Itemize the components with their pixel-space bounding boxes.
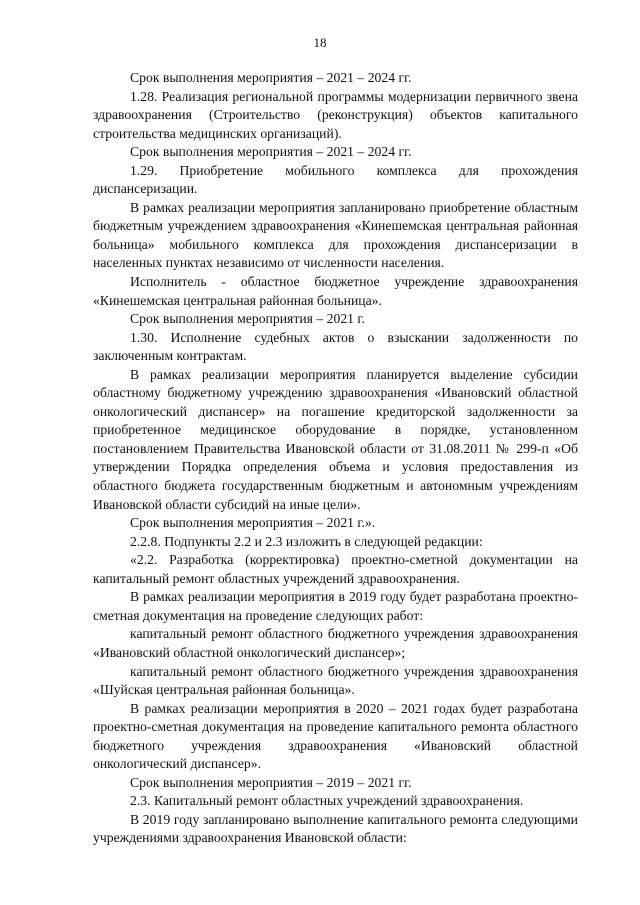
paragraph: «2.2. Разработка (корректировка) проектно-сметной документации на капитальный ремонт областных учреждений здравоохранения. bbox=[93, 552, 578, 586]
paragraph: В рамках реализации мероприятия в 2020 – 2021 годах будет разработана проектно-сметная документация на проведение капитального ремонта областного бюджетного учреждения здравоохранения «Ивановский областной онкологический диспансер». bbox=[93, 700, 578, 772]
paragraph: 2.2.8. Подпункты 2.2 и 2.3 изложить в следующей редакции: bbox=[130, 533, 483, 549]
paragraph: В рамках реализации мероприятия запланировано приобретение областным бюджетным учреждением здравоохранения «Кинешемская центральная районная больница» мобильного комплекса для прохождения диспансеризации в населенных пунктах независимо от численности населения. bbox=[93, 199, 578, 271]
body-text bbox=[93, 69, 578, 848]
paragraph: капитальный ремонт областного бюджетного учреждения здравоохранения «Шуйская центральная районная больница». bbox=[93, 663, 578, 698]
paragraph: В 2019 году запланировано выполнение капитального ремонта следующими учреждениями здравоохранения Ивановской области: bbox=[93, 811, 578, 846]
paragraph: 1.29. Приобретение мобильного комплекса для прохождения диспансеризации. bbox=[93, 162, 578, 197]
paragraph: Срок выполнения мероприятия – 2021 – 2024 гг. bbox=[130, 70, 412, 85]
paragraph: Исполнитель - областное бюджетное учреждение здравоохранения «Кинешемская центральная районная больница». bbox=[93, 274, 578, 308]
paragraph: 2.3. Капитальный ремонт областных учреждений здравоохранения. bbox=[130, 793, 524, 809]
paragraph: Срок выполнения мероприятия – 2019 – 2021 гг. bbox=[130, 774, 412, 790]
paragraph: Срок выполнения мероприятия – 2021 г. bbox=[130, 311, 365, 327]
paragraph: 1.30. Исполнение судебных актов о взыскании задолженности по заключенным контрактам. bbox=[93, 329, 578, 364]
paragraph: 1.28. Реализация региональной программы модернизации первичного звена здравоохранения (Строительство (реконструкция) объектов капитального строительства медицинских организаций). bbox=[93, 88, 578, 141]
paragraph: Срок выполнения мероприятия – 2021 – 2024 гг. bbox=[130, 144, 412, 160]
paragraph: Срок выполнения мероприятия – 2021 г.». bbox=[130, 515, 376, 531]
page-number: 18 bbox=[313, 35, 327, 50]
paragraph: капитальный ремонт областного бюджетного учреждения здравоохранения «Ивановский областной онкологический диспансер»; bbox=[93, 626, 578, 660]
paragraph: В рамках реализации мероприятия в 2019 году будет разработана проектно-сметная документация на проведение следующих работ: bbox=[93, 589, 578, 623]
paragraph: В рамках реализации мероприятия планируется выделение субсидии областному бюджетному учреждению здравоохранения «Ивановский областной онкологический диспансер» на погашение кредиторской задолженности за приобретенное медицинское оборудование в порядке, установленном постановлением Правительства Ивановской области от 31.08.2011 № 299-п «Об утверждении Порядка определения объема и условия предоставления из областного бюджета государственным бюджетным и автономным учреждениям Ивановской области субсидий на иные цели». bbox=[93, 366, 578, 512]
